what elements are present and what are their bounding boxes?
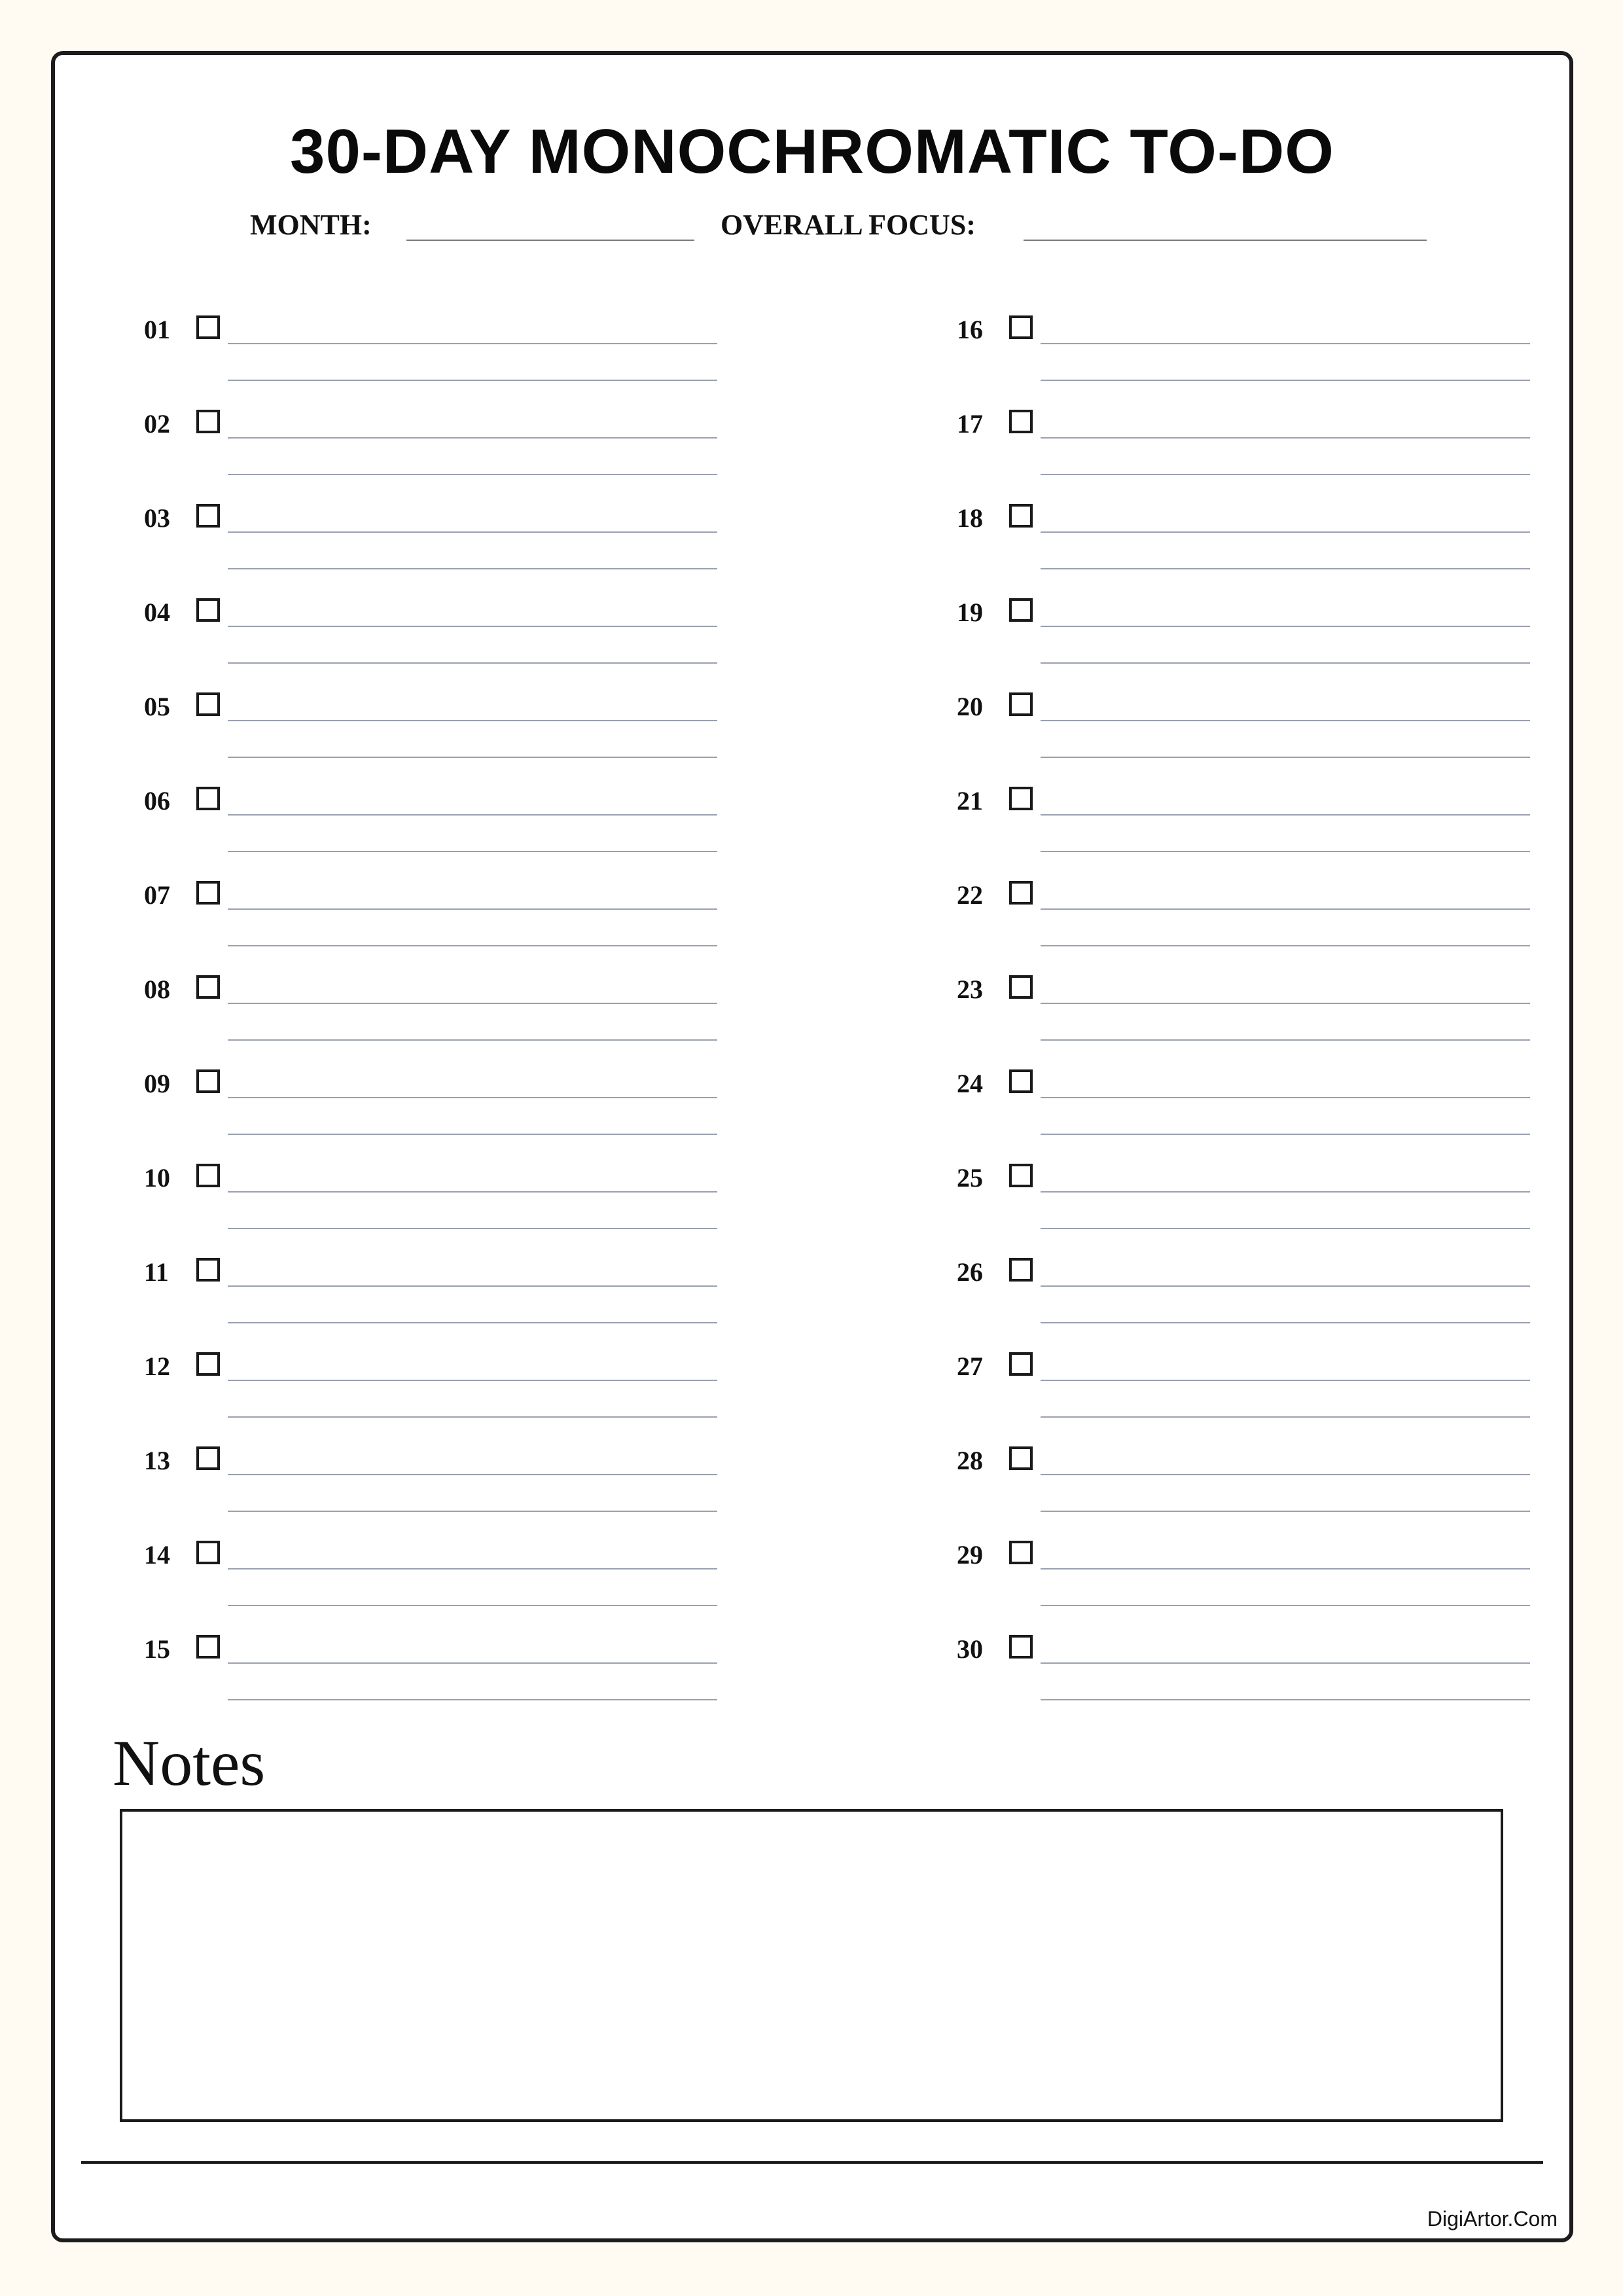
day-checkbox[interactable] — [1009, 598, 1033, 622]
day-row — [957, 1071, 1546, 1143]
day-number: 10 — [144, 1163, 170, 1193]
task-line-primary[interactable] — [1041, 1191, 1530, 1193]
task-line-secondary[interactable] — [228, 1699, 717, 1700]
day-row — [957, 788, 1546, 860]
day-number: 25 — [957, 1163, 983, 1193]
day-row — [957, 600, 1546, 672]
day-row — [144, 1448, 733, 1520]
day-number: 29 — [957, 1540, 983, 1570]
day-number: 19 — [957, 598, 983, 627]
day-row — [144, 882, 733, 954]
task-line-secondary[interactable] — [1041, 1039, 1530, 1041]
task-line-secondary[interactable] — [1041, 1228, 1530, 1229]
task-line-primary[interactable] — [1041, 1285, 1530, 1287]
day-checkbox[interactable] — [1009, 315, 1033, 339]
task-line-secondary[interactable] — [1041, 1322, 1530, 1323]
task-line-secondary[interactable] — [228, 1039, 717, 1041]
footer-divider — [81, 2161, 1543, 2164]
day-row — [144, 505, 733, 577]
day-checkbox[interactable] — [196, 787, 220, 810]
day-number: 09 — [144, 1069, 170, 1098]
task-line-secondary[interactable] — [1041, 757, 1530, 758]
task-line-secondary[interactable] — [228, 757, 717, 758]
task-line-secondary[interactable] — [228, 1511, 717, 1512]
day-row — [957, 1165, 1546, 1237]
task-line-secondary[interactable] — [1041, 851, 1530, 852]
day-number: 28 — [957, 1446, 983, 1475]
task-line-primary[interactable] — [1041, 437, 1530, 439]
day-number: 23 — [957, 975, 983, 1004]
day-row — [144, 1542, 733, 1614]
task-line-primary[interactable] — [1041, 1662, 1530, 1664]
task-line-secondary[interactable] — [1041, 568, 1530, 569]
day-checkbox[interactable] — [196, 1635, 220, 1659]
month-field[interactable] — [406, 240, 694, 241]
task-line-secondary[interactable] — [228, 1322, 717, 1323]
task-line-secondary[interactable] — [228, 1416, 717, 1418]
day-number: 04 — [144, 598, 170, 627]
day-row — [957, 1636, 1546, 1708]
day-row — [144, 1636, 733, 1708]
day-checkbox[interactable] — [1009, 1446, 1033, 1470]
day-checkbox[interactable] — [1009, 1164, 1033, 1187]
day-number: 08 — [144, 975, 170, 1004]
day-checkbox[interactable] — [196, 1164, 220, 1187]
task-line-primary[interactable] — [228, 720, 717, 721]
day-checkbox[interactable] — [196, 881, 220, 905]
task-line-primary[interactable] — [228, 1662, 717, 1664]
day-number: 11 — [144, 1257, 169, 1287]
day-number: 18 — [957, 503, 983, 533]
task-line-secondary[interactable] — [1041, 380, 1530, 381]
task-line-primary[interactable] — [1041, 1474, 1530, 1475]
notes-title: Notes — [113, 1727, 266, 1799]
day-number: 01 — [144, 315, 170, 344]
task-line-primary[interactable] — [228, 1380, 717, 1381]
day-row — [957, 1448, 1546, 1520]
notes-box[interactable] — [120, 1809, 1503, 2122]
day-row — [957, 411, 1546, 483]
day-checkbox[interactable] — [196, 504, 220, 528]
day-number: 26 — [957, 1257, 983, 1287]
task-line-secondary[interactable] — [1041, 1605, 1530, 1606]
day-row — [144, 1165, 733, 1237]
day-checkbox[interactable] — [196, 598, 220, 622]
task-line-primary[interactable] — [1041, 1003, 1530, 1004]
day-checkbox[interactable] — [1009, 504, 1033, 528]
day-number: 22 — [957, 880, 983, 910]
day-row — [957, 1354, 1546, 1426]
task-line-secondary[interactable] — [1041, 945, 1530, 946]
task-line-primary[interactable] — [228, 908, 717, 910]
day-row — [957, 505, 1546, 577]
task-line-secondary[interactable] — [228, 851, 717, 852]
task-line-secondary[interactable] — [228, 474, 717, 475]
task-line-secondary[interactable] — [1041, 474, 1530, 475]
page-title: 30-DAY MONOCHROMATIC TO-DO — [290, 117, 1334, 187]
day-row — [957, 1542, 1546, 1614]
month-label: MONTH: — [250, 209, 372, 241]
task-line-primary[interactable] — [228, 531, 717, 533]
task-line-secondary[interactable] — [228, 1605, 717, 1606]
day-checkbox[interactable] — [196, 975, 220, 999]
day-number: 30 — [957, 1634, 983, 1664]
day-checkbox[interactable] — [1009, 1258, 1033, 1282]
task-line-primary[interactable] — [228, 1191, 717, 1193]
day-row — [957, 317, 1546, 389]
day-row — [957, 882, 1546, 954]
task-line-primary[interactable] — [1041, 1097, 1530, 1098]
day-row — [957, 694, 1546, 766]
day-number: 27 — [957, 1352, 983, 1381]
day-row — [957, 977, 1546, 1049]
day-number: 07 — [144, 880, 170, 910]
task-line-primary[interactable] — [1041, 531, 1530, 533]
task-line-primary[interactable] — [1041, 1568, 1530, 1570]
day-checkbox[interactable] — [196, 1541, 220, 1564]
day-row — [144, 694, 733, 766]
task-line-secondary[interactable] — [228, 1228, 717, 1229]
task-line-secondary[interactable] — [1041, 1416, 1530, 1418]
task-line-secondary[interactable] — [228, 945, 717, 946]
day-checkbox[interactable] — [1009, 881, 1033, 905]
task-line-primary[interactable] — [228, 1568, 717, 1570]
task-line-primary[interactable] — [228, 1097, 717, 1098]
overall-focus-label: OVERALL FOCUS: — [721, 209, 976, 241]
day-checkbox[interactable] — [196, 410, 220, 433]
task-line-primary[interactable] — [1041, 343, 1530, 344]
day-row — [144, 600, 733, 672]
task-line-primary[interactable] — [1041, 908, 1530, 910]
task-line-secondary[interactable] — [228, 380, 717, 381]
day-row — [144, 1354, 733, 1426]
task-line-primary[interactable] — [1041, 626, 1530, 627]
task-line-primary[interactable] — [228, 1003, 717, 1004]
day-row — [144, 411, 733, 483]
task-line-secondary[interactable] — [228, 1134, 717, 1135]
day-number: 03 — [144, 503, 170, 533]
day-checkbox[interactable] — [1009, 1069, 1033, 1093]
task-line-primary[interactable] — [1041, 814, 1530, 816]
day-row — [144, 977, 733, 1049]
day-checkbox[interactable] — [1009, 1541, 1033, 1564]
day-number: 12 — [144, 1352, 170, 1381]
day-number: 15 — [144, 1634, 170, 1664]
task-line-primary[interactable] — [228, 814, 717, 816]
day-checkbox[interactable] — [1009, 1635, 1033, 1659]
day-number: 21 — [957, 786, 983, 816]
task-line-primary[interactable] — [228, 343, 717, 344]
brand-label: DigiArtor.Com — [1427, 2207, 1558, 2231]
day-checkbox[interactable] — [196, 315, 220, 339]
task-line-secondary[interactable] — [1041, 662, 1530, 664]
day-number: 13 — [144, 1446, 170, 1475]
planner-page — [51, 51, 1573, 2242]
day-checkbox[interactable] — [196, 1258, 220, 1282]
day-row — [144, 788, 733, 860]
day-number: 02 — [144, 409, 170, 439]
day-row — [144, 1071, 733, 1143]
task-line-primary[interactable] — [228, 1474, 717, 1475]
task-line-secondary[interactable] — [1041, 1699, 1530, 1700]
day-checkbox[interactable] — [196, 1069, 220, 1093]
day-number: 20 — [957, 692, 983, 721]
day-number: 14 — [144, 1540, 170, 1570]
day-row — [144, 1259, 733, 1331]
task-line-primary[interactable] — [228, 437, 717, 439]
task-line-secondary[interactable] — [1041, 1511, 1530, 1512]
task-line-secondary[interactable] — [1041, 1134, 1530, 1135]
day-number: 16 — [957, 315, 983, 344]
task-line-secondary[interactable] — [228, 662, 717, 664]
task-line-primary[interactable] — [1041, 720, 1530, 721]
day-row — [144, 317, 733, 389]
day-checkbox[interactable] — [196, 692, 220, 716]
day-checkbox[interactable] — [1009, 410, 1033, 433]
day-checkbox[interactable] — [196, 1352, 220, 1376]
day-checkbox[interactable] — [1009, 787, 1033, 810]
task-line-secondary[interactable] — [228, 568, 717, 569]
day-checkbox[interactable] — [1009, 1352, 1033, 1376]
day-number: 17 — [957, 409, 983, 439]
task-line-primary[interactable] — [228, 626, 717, 627]
day-checkbox[interactable] — [1009, 975, 1033, 999]
day-row — [957, 1259, 1546, 1331]
day-checkbox[interactable] — [1009, 692, 1033, 716]
task-line-primary[interactable] — [228, 1285, 717, 1287]
day-number: 05 — [144, 692, 170, 721]
day-number: 24 — [957, 1069, 983, 1098]
day-checkbox[interactable] — [196, 1446, 220, 1470]
task-line-primary[interactable] — [1041, 1380, 1530, 1381]
day-number: 06 — [144, 786, 170, 816]
overall-focus-field[interactable] — [1024, 240, 1427, 241]
